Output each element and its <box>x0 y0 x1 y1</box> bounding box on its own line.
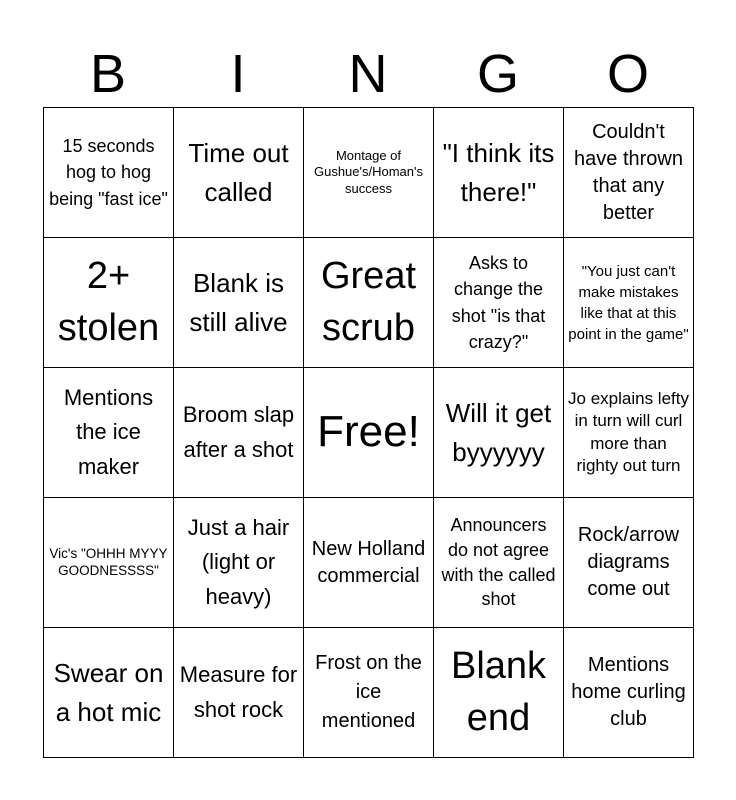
bingo-cell[interactable] <box>433 237 564 368</box>
cell-text: Announcers do not agree with the called shot <box>441 514 556 610</box>
bingo-board <box>43 107 693 757</box>
bingo-cell[interactable] <box>303 367 434 498</box>
bingo-cell[interactable] <box>563 627 694 758</box>
bingo-cell[interactable] <box>173 497 304 628</box>
cell-text: "You just can't make mistakes like that at this point in the game" <box>568 262 689 343</box>
cell-text: Montage of Gushue's/Homan's success <box>313 148 423 196</box>
bingo-cell[interactable] <box>433 367 564 498</box>
cell-text: Blank is still alive <box>189 267 288 337</box>
bingo-cell[interactable] <box>303 237 434 368</box>
cell-text: Couldn't have thrown that any better <box>574 120 683 224</box>
bingo-cell[interactable] <box>303 107 434 238</box>
cell-text: New Holland commercial <box>311 537 426 587</box>
header-letter-o: O <box>606 44 649 104</box>
header-letter-g: G <box>476 44 519 104</box>
bingo-cell[interactable] <box>563 107 694 238</box>
cell-text: Free! <box>317 407 420 457</box>
bingo-cell[interactable] <box>173 107 304 238</box>
cell-text: Mentions the ice maker <box>63 385 154 479</box>
cell-text: Broom slap after a shot <box>182 402 295 462</box>
cell-text: Vic's "OHHH MYYY GOODNESSSS" <box>49 545 168 578</box>
bingo-cell[interactable] <box>563 367 694 498</box>
cell-text: Time out called <box>188 137 289 207</box>
cell-text: "I think its there!" <box>442 137 555 207</box>
cell-text: Just a hair (light or heavy) <box>187 515 290 609</box>
bingo-cell[interactable] <box>303 627 434 758</box>
bingo-header <box>43 40 693 108</box>
bingo-cell[interactable] <box>563 497 694 628</box>
bingo-cell[interactable] <box>43 367 174 498</box>
cell-text: Swear on a hot mic <box>53 657 164 727</box>
bingo-cell[interactable] <box>173 237 304 368</box>
cell-text: Mentions home curling club <box>571 654 686 730</box>
cell-text: Asks to change the shot "is that crazy?" <box>451 253 546 352</box>
cell-text: Blank end <box>450 645 547 739</box>
bingo-cell[interactable] <box>173 367 304 498</box>
cell-text: Rock/arrow diagrams come out <box>577 524 680 600</box>
header-letter-b: B <box>89 44 127 104</box>
header-letter-n: N <box>348 44 388 104</box>
cell-text: Will it get byyyyyy <box>445 397 552 467</box>
bingo-cell[interactable] <box>563 237 694 368</box>
bingo-cell[interactable] <box>173 627 304 758</box>
bingo-cell[interactable] <box>43 497 174 628</box>
cell-text: 15 seconds hog to hog being "fast ice" <box>49 136 168 209</box>
bingo-cell[interactable] <box>43 107 174 238</box>
cell-text: Great scrub <box>320 255 417 349</box>
bingo-cell[interactable] <box>433 107 564 238</box>
header-letter-i: I <box>230 44 246 104</box>
bingo-cell[interactable] <box>43 627 174 758</box>
cell-text: 2+ stolen <box>57 255 160 349</box>
cell-text: Frost on the ice mentioned <box>315 652 422 732</box>
bingo-cell[interactable] <box>43 237 174 368</box>
bingo-cell[interactable] <box>303 497 434 628</box>
cell-text: Jo explains lefty in turn will curl more than righty out turn <box>568 388 689 475</box>
bingo-cell[interactable] <box>433 497 564 628</box>
bingo-cell[interactable] <box>433 627 564 758</box>
cell-text: Measure for shot rock <box>179 662 298 722</box>
